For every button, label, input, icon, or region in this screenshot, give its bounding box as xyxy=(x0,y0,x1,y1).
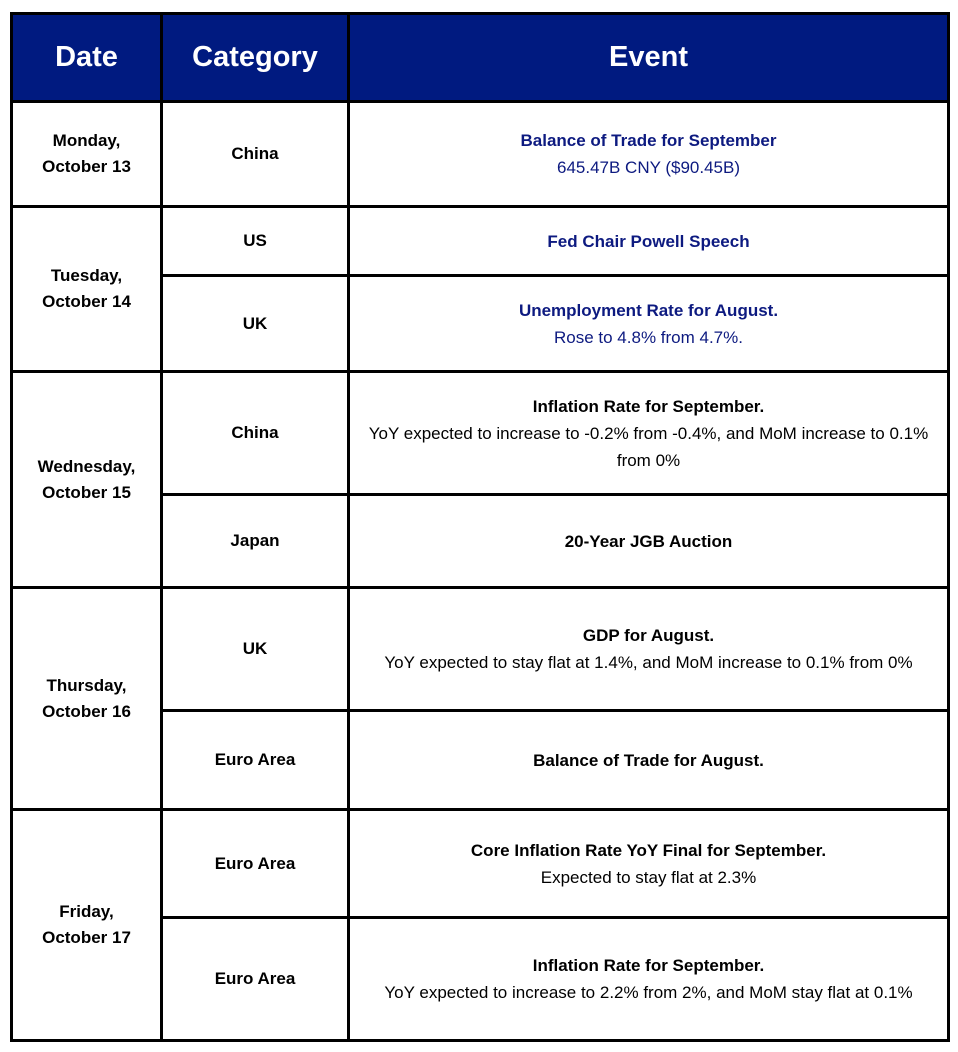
event-cell xyxy=(349,495,949,588)
date-day: Wednesday, xyxy=(37,456,136,476)
event-title: Inflation Rate for September. xyxy=(532,396,765,416)
date-cell xyxy=(12,588,162,810)
date-text: October 13 xyxy=(42,157,131,176)
header-event: Event xyxy=(349,14,949,102)
category-cell: Euro Area xyxy=(162,810,349,918)
date-text: October 17 xyxy=(42,928,131,947)
date-day: Tuesday, xyxy=(50,266,123,285)
date-cell xyxy=(12,102,162,207)
event-title: Inflation Rate for September. xyxy=(532,956,765,975)
event-cell xyxy=(349,711,949,810)
event-cell xyxy=(349,372,949,495)
table-row xyxy=(12,102,949,207)
event-detail: 645.47B CNY ($90.45B) xyxy=(556,158,741,177)
date-text: October 14 xyxy=(42,292,131,311)
category-cell: China xyxy=(162,102,349,207)
event-detail: YoY expected to increase to 2.2% from 2%, and MoM stay flat at 0.1% xyxy=(384,983,913,1002)
event-detail: YoY expected to stay flat at 1.4%, and MoM increase to 0.1% from 0% xyxy=(384,653,913,672)
category-cell: UK xyxy=(162,276,349,372)
event-cell xyxy=(349,207,949,276)
event-cell xyxy=(349,102,949,207)
category-cell: Japan xyxy=(162,495,349,588)
event-detail: Expected to stay flat at 2.3% xyxy=(540,867,757,887)
header-row xyxy=(12,14,949,102)
date-text: October 16 xyxy=(42,701,131,721)
date-cell xyxy=(12,207,162,372)
table-row xyxy=(12,372,949,495)
event-cell xyxy=(349,810,949,918)
table-row xyxy=(12,810,949,918)
table-row xyxy=(12,207,949,276)
event-title: Unemployment Rate for August. xyxy=(518,300,779,320)
event-cell xyxy=(349,918,949,1041)
event-cell xyxy=(349,588,949,711)
table-row xyxy=(12,588,949,711)
category-cell: UK xyxy=(162,588,349,711)
category-cell: Euro Area xyxy=(162,918,349,1041)
date-cell xyxy=(12,810,162,1041)
event-title: 20-Year JGB Auction xyxy=(564,531,733,551)
header-date: Date xyxy=(12,14,162,102)
date-text: October 15 xyxy=(42,482,131,502)
event-detail: Rose to 4.8% from 4.7%. xyxy=(554,327,743,347)
category-cell: Euro Area xyxy=(162,711,349,810)
category-cell: US xyxy=(162,207,349,276)
event-detail: YoY expected to increase to -0.2% from -0.4%, and MoM increase to 0.1% from 0% xyxy=(368,423,929,470)
event-title: Core Inflation Rate YoY Final for September. xyxy=(470,840,827,860)
event-title: GDP for August. xyxy=(582,626,715,645)
date-day: Friday, xyxy=(59,902,114,921)
date-cell xyxy=(12,372,162,588)
event-cell xyxy=(349,276,949,372)
event-title: Fed Chair Powell Speech xyxy=(547,231,750,251)
event-title: Balance of Trade for August. xyxy=(533,750,764,770)
category-cell: China xyxy=(162,372,349,495)
header-category: Category xyxy=(162,14,349,102)
date-day: Thursday, xyxy=(46,675,127,695)
event-title: Balance of Trade for September xyxy=(520,131,777,150)
date-day: Monday, xyxy=(52,131,121,150)
economic-calendar-table xyxy=(10,12,950,1042)
